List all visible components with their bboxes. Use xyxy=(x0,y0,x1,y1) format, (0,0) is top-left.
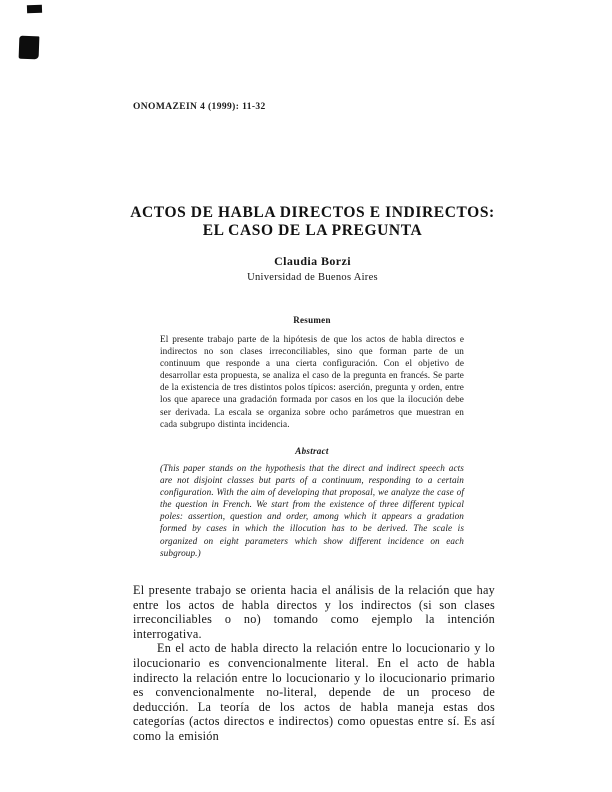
author-name: Claudia Borzi xyxy=(274,254,351,268)
paper-title-line2: EL CASO DE LA PREGUNTA xyxy=(202,221,423,239)
body-paragraph-1: El presente trabajo se orienta hacia el análisis de la relación que hay entre los actos de habla directos y los indirectos (si son clases irreconciliables o no) tomando como ejemplo la intención interrogativa. xyxy=(133,583,495,641)
abstract-heading: Abstract xyxy=(295,446,329,456)
author-affiliation: Universidad de Buenos Aires xyxy=(247,272,378,283)
body-text xyxy=(133,583,495,744)
resumen-text: El presente trabajo parte de la hipótesis de que los actos de habla directos e indirectos no son clases irreconciliables, sino que forman parte de un continuum que responde a una cierta configuración. Con el objetivo de desarrollar esta propuesta, se analiza el caso de la pregunta en francés. Se parte de la existencia de tres distintos polos típicos: aserción, pregunta y orden, entre los que aparece una gradación formada por casos en los que la ilocución debe ser derivada. La escala se organiza sobre ocho parámetros que muestran en cada subgrupo distinta incidencia. xyxy=(160,334,464,429)
scan-artifact-mark-bottom xyxy=(19,36,40,60)
journal-citation-header: ONOMAZEIN 4 (1999): 11-32 xyxy=(133,102,266,112)
abstract-text: (This paper stands on the hypothesis that the direct and indirect speech acts are not disjoint classes but parts of a continuum, responding to a certain configuration. With the aim of developing that proposal, we analyze the case of the question in French. We start from the existence of three different typical poles: assertion, question and order, among which it appears a gradation formed by cases in which the illocution has to be derived. The scale is organized on eight parameters which show different incidence on each subgroup.) xyxy=(160,463,464,558)
scan-artifact-mark-top xyxy=(27,5,42,14)
paper-title-line1: ACTOS DE HABLA DIRECTOS E INDIRECTOS: xyxy=(130,204,495,221)
resumen-heading: Resumen xyxy=(293,315,331,325)
paper-title xyxy=(110,204,515,239)
body-paragraph-2: En el acto de habla directo la relación entre lo locucionario y lo ilocucionario es convencionalmente literal. En el acto de habla indirecto la relación entre lo locucionario y lo ilocucionario primario es convencionalmente no-literal, depende de un proceso de deducción. La teoría de los actos de habla maneja estas dos categorías (actos directos e indirectos) como opuestas entre sí. Es así como la emisión xyxy=(133,641,495,743)
